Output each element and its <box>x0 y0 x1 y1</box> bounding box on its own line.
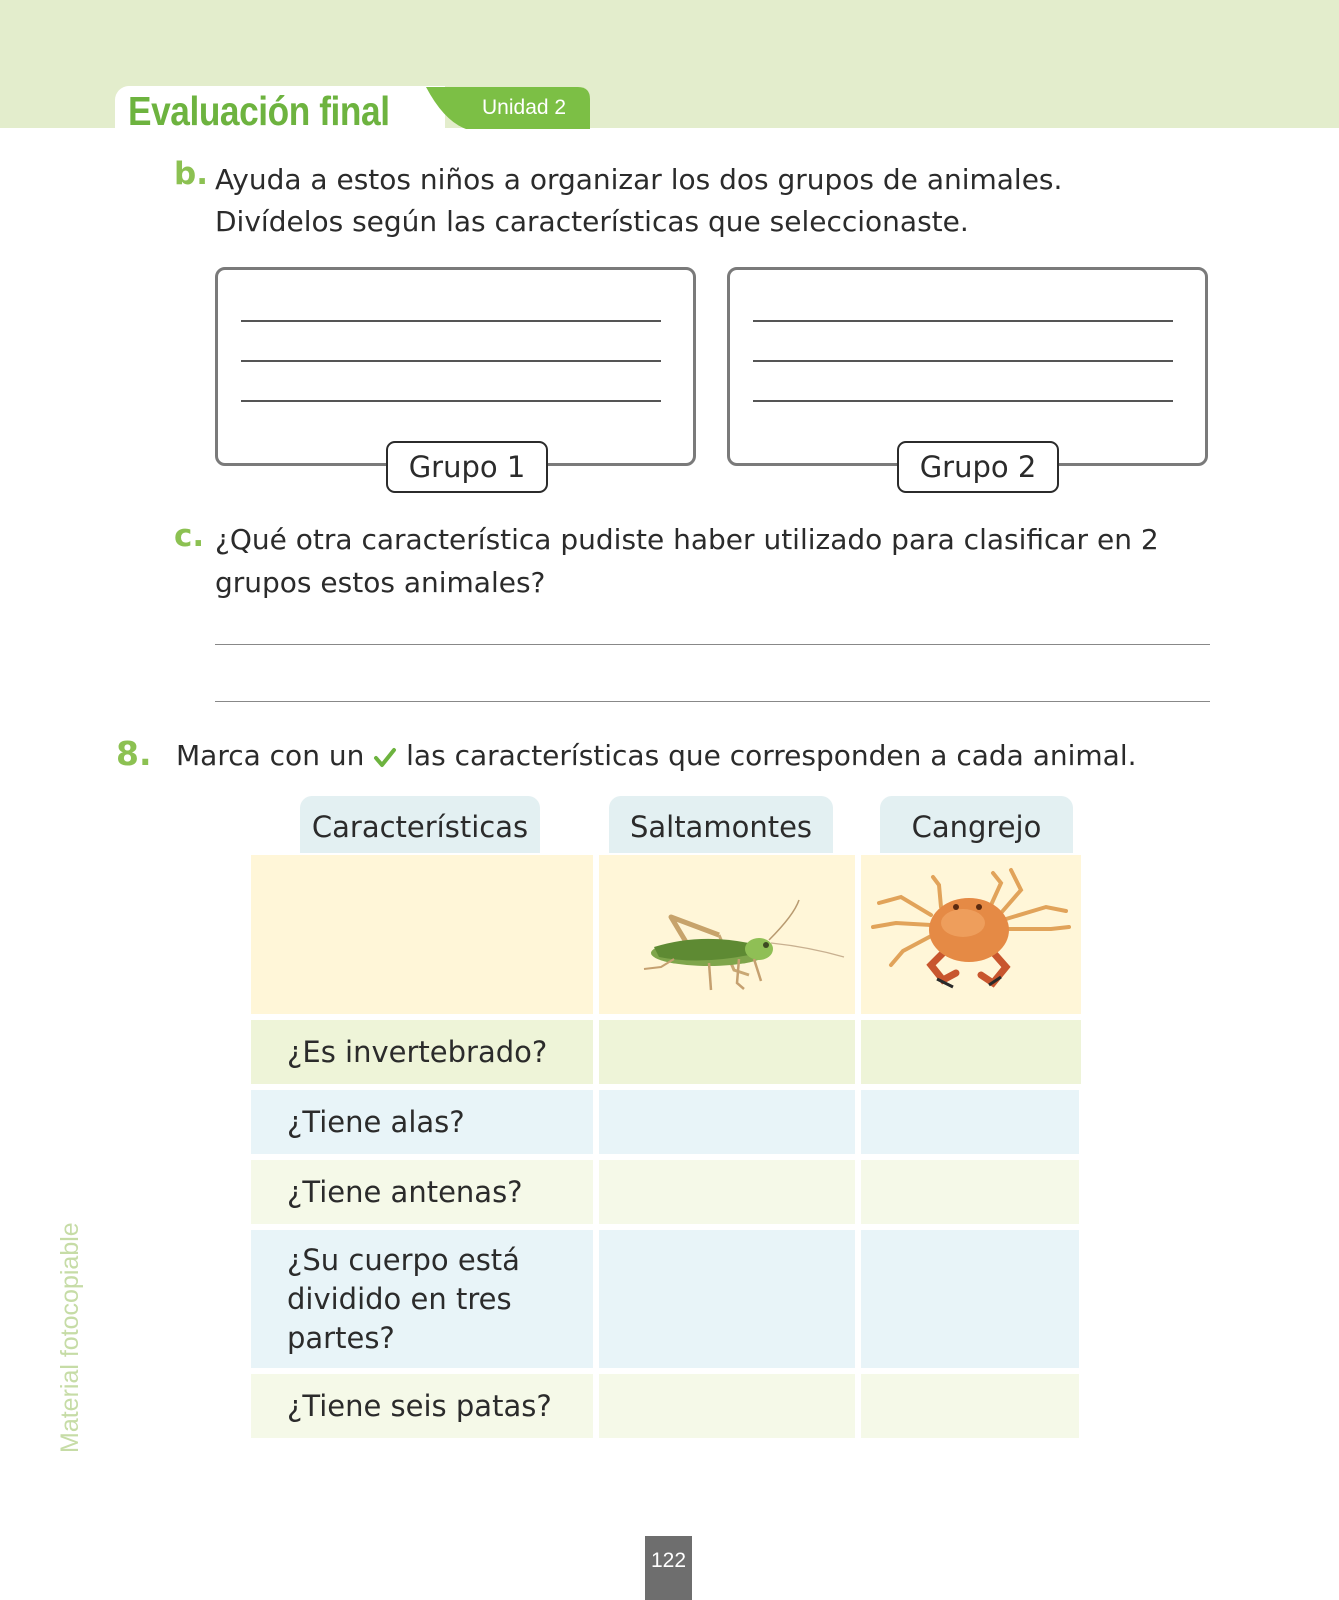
question-8-text-after: las características que corresponden a cada animal. <box>406 739 1137 772</box>
header-cangrejo: Cangrejo <box>880 796 1073 853</box>
question-c-letter: c. <box>174 518 205 554</box>
group-2-writing-line[interactable] <box>753 320 1173 322</box>
row-label-invertebrado: ¿Es invertebrado? <box>251 1020 593 1084</box>
page-title: Evaluación final <box>128 88 390 134</box>
row-label-cuerpo-line: ¿Su cuerpo está <box>287 1242 520 1277</box>
question-8-number: 8. <box>116 734 152 773</box>
header-saltamontes: Saltamontes <box>609 796 833 853</box>
check-cell-cangrejo-invertebrado[interactable] <box>861 1020 1081 1084</box>
crab-image-cell <box>861 855 1081 1014</box>
check-cell-cangrejo-seis-patas[interactable] <box>861 1374 1079 1438</box>
check-cell-saltamontes-antenas[interactable] <box>599 1160 855 1224</box>
question-c-line2: grupos estos animales? <box>215 566 546 599</box>
check-cell-saltamontes-seis-patas[interactable] <box>599 1374 855 1438</box>
row-label-cuerpo-line: partes? <box>287 1320 395 1355</box>
question-b-letter: b. <box>174 156 208 192</box>
check-cell-cangrejo-cuerpo[interactable] <box>861 1230 1079 1368</box>
group-2-label: Grupo 2 <box>897 441 1059 493</box>
check-cell-cangrejo-antenas[interactable] <box>861 1160 1079 1224</box>
row-label-antenas: ¿Tiene antenas? <box>251 1160 593 1224</box>
photocopiable-note: Material fotocopiable <box>56 1222 84 1453</box>
check-cell-saltamontes-invertebrado[interactable] <box>599 1020 855 1084</box>
question-b-line2: Divídelos según las características que seleccionaste. <box>215 205 969 238</box>
row-label-cuerpo-text <box>287 1241 520 1358</box>
grasshopper-image-cell <box>599 855 855 1014</box>
row-label-cuerpo <box>251 1230 593 1368</box>
question-8-text-before: Marca con un <box>176 739 365 772</box>
header-caracteristicas: Características <box>300 796 540 853</box>
row-label-cuerpo-line: dividido en tres <box>287 1281 512 1316</box>
group-1-box <box>215 267 696 466</box>
group-2-writing-line[interactable] <box>753 360 1173 362</box>
grasshopper-illustration <box>599 855 855 1014</box>
page-number: 122 <box>645 1536 692 1600</box>
question-b-line1: Ayuda a estos niños a organizar los dos grupos de animales. <box>215 163 1063 196</box>
group-1-label: Grupo 1 <box>386 441 548 493</box>
answer-line[interactable] <box>215 644 1210 645</box>
group-1-writing-line[interactable] <box>241 360 661 362</box>
image-row-label-cell <box>251 855 593 1014</box>
check-cell-cangrejo-alas[interactable] <box>861 1090 1079 1154</box>
group-2-box <box>727 267 1208 466</box>
check-cell-saltamontes-alas[interactable] <box>599 1090 855 1154</box>
checkmark-icon <box>373 745 397 769</box>
crab-illustration <box>861 855 1081 1014</box>
question-8-text <box>176 734 1137 777</box>
answer-line[interactable] <box>215 701 1210 702</box>
question-c-line1: ¿Qué otra característica pudiste haber utilizado para clasificar en 2 <box>215 523 1159 556</box>
group-1-writing-line[interactable] <box>241 320 661 322</box>
row-label-alas: ¿Tiene alas? <box>251 1090 593 1154</box>
row-label-seis-patas: ¿Tiene seis patas? <box>251 1374 593 1438</box>
unit-label: Unidad 2 <box>482 96 567 119</box>
group-2-writing-line[interactable] <box>753 400 1173 402</box>
check-cell-saltamontes-cuerpo[interactable] <box>599 1230 855 1368</box>
group-1-writing-line[interactable] <box>241 400 661 402</box>
